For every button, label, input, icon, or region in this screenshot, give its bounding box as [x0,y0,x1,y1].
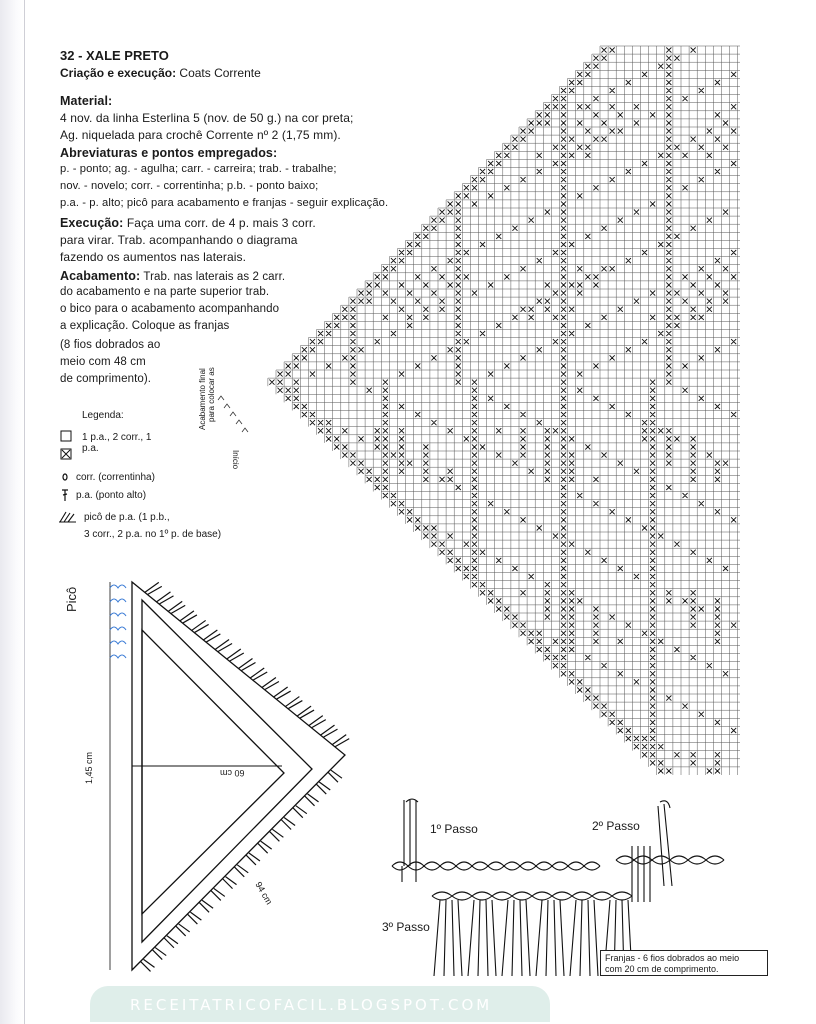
finishing-line: meio com 48 cm [60,356,146,368]
finishing-line: (8 fios dobrados ao [60,339,161,351]
finishing-line: a explicação. Coloque as franjas [60,320,230,332]
chart-start-chain [218,396,248,432]
picot-icon [58,510,78,524]
shawl-fringes [141,582,350,971]
fringe-note: Franjas - 6 fios dobrados ao meio com 20 cm de comprimento. [600,950,768,976]
step3-label: 3º Passo [382,920,430,934]
legend-title: Legenda: [82,410,124,421]
chart-side-note: Acabamento final [198,368,207,430]
finishing-line: de comprimento). [60,373,152,385]
finishing-line: o bico para o acabamento acompanhando [60,303,280,315]
legend-chain-label: corr. (correntinha) [76,472,155,483]
abbreviations-line: p. - ponto; ag. - agulha; carr. - carreira; trab. - trabalhe; [60,163,337,175]
finishing-heading: Acabamento: [60,269,141,283]
legend-picot-label: picô de p.a. (1 p.b., [84,512,170,523]
legend-square-icons [60,430,74,462]
step2-label: 2º Passo [592,819,640,833]
shawl-depth-label: 60 cm [220,768,245,778]
legend-dc-label: p.a. (ponto alto) [76,490,147,501]
page-title: 32 - XALE PRETO [60,48,169,63]
legend-picot-label: 3 corr., 2 p.a. no 1º p. de base) [84,529,222,540]
chart-start-label: Início [231,450,240,470]
material-line: 4 nov. da linha Esterlina 5 (nov. de 50 g.) na cor preta; [60,111,354,125]
shawl-height-label: 1,45 cm [84,751,94,784]
abbreviations-heading: Abreviaturas e pontos empregados: [60,146,278,160]
material-line: Ag. niquelada para crochê Corrente nº 2 (1,75 mm). [60,128,341,142]
chain-stitch-icon [60,472,70,482]
finishing-line: Acabamento: Trab. nas laterais as 2 carr. [60,269,286,283]
material-heading: Material: [60,94,113,108]
chart-side-note: para colocar as [207,367,216,422]
credit-label: Criação e execução: [60,66,177,80]
finishing-line: do acabamento e na parte superior trab. [60,286,270,298]
abbreviations-line: p.a. - p. alto; picô para acabamento e franjas - seguir explicação. [60,197,389,209]
credit-value: Coats Corrente [179,66,261,80]
legend-square-label: p.a. [82,443,99,454]
execution-heading: Execução: [60,216,124,230]
page-binding-edge [0,0,25,1024]
legend-square-label: 1 p.a., 2 corr., 1 [82,432,152,443]
step1-label: 1º Passo [430,822,478,836]
execution-line: fazendo os aumentos nas laterais. [60,250,247,264]
execution-line: para virar. Trab. acompanhando o diagrama [60,233,298,247]
execution-line: Execução: Faça uma corr. de 4 p. mais 3 corr. [60,216,316,230]
watermark-text: RECEITATRICOFACIL.BLOGSPOT.COM [130,996,493,1014]
abbreviations-line: nov. - novelo; corr. - correntinha; p.b. - ponto baixo; [60,180,319,192]
double-crochet-icon [60,488,70,502]
pico-label: Picô [64,586,79,612]
shawl-side-label: 94 cm [253,880,275,907]
